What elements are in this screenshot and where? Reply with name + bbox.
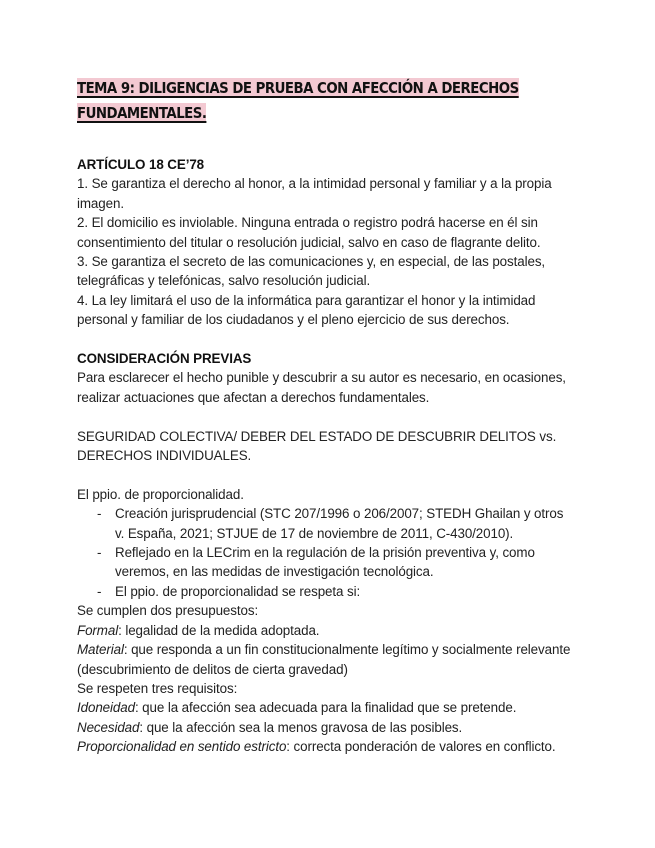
definition: : legalidad de la medida adoptada. [118,622,320,638]
requisito-proporcionalidad [77,737,585,756]
definition: : que responda a un fin constitucionalmente legítimo y socialmente relevante (descubrimiento de delitos de cierta gravedad) [77,642,571,677]
presupuesto-formal [77,621,585,640]
proporcionalidad-list [77,504,585,601]
list-item: - El ppio. de proporcionalidad se respeta si: [115,582,585,601]
term: Formal [77,622,119,638]
presupuestos-intro: Se cumplen dos presupuestos: [77,603,259,619]
term: Proporcionalidad en sentido estricto [77,739,287,755]
requisito-idoneidad [77,698,585,717]
list-item: - Creación jurisprudencial (STC 207/1996 o 206/2007; STEDH Ghailan y otros v. España, 2021; STJUE de 17 de noviembre de 2011, C-430/2010). [115,504,585,543]
requisitos-intro: Se respeten tres requisitos: [77,680,238,696]
article-item: 4. La ley limitará el uso de la informática para garantizar el honor y la intimidad personal y familiar de los ciudadanos y el pleno ejercicio de sus derechos. [77,292,536,328]
term: Material [77,642,124,658]
definition: : correcta ponderación de valores en conflicto. [286,739,556,755]
previas-text: Para esclarecer el hecho punible y descubrir a su autor es necesario, en ocasiones, realizar actuaciones que afectan a derechos fundamentales. [77,370,566,405]
article-item: 3. Se garantiza el secreto de las comunicaciones y, en especial, de las postales, telegráficas y telefónicas, salvo resolución judicial. [77,254,546,289]
requisito-necesidad [77,718,585,737]
title-highlight: TEMA 9: DILIGENCIAS DE PRUEBA CON AFECCIÓN A DERECHOS FUNDAMENTALES. [77,79,519,122]
previas-heading: CONSIDERACIÓN PREVIAS [77,351,252,367]
article-heading: ARTÍCULO 18 CE’78 [77,157,205,172]
term: Idoneidad [77,700,135,716]
term: Necesidad [77,719,140,735]
article-item: 2. El domicilio es inviolable. Ninguna entrada o registro podrá hacerse en él sin consentimiento del titular o resolución judicial, salvo en caso de flagrante delito. [77,215,541,250]
article-item: 1. Se garantiza el derecho al honor, a la intimidad personal y familiar y a la propia imagen. [77,176,552,211]
definition: : que la afección sea la menos gravosa de las posibles. [139,719,463,735]
presupuesto-material [77,640,585,679]
proporcionalidad-intro: El ppio. de proporcionalidad. [77,486,244,502]
definition: : que la afección sea adecuada para la finalidad que se pretende. [134,700,517,716]
seguridad-text: SEGURIDAD COLECTIVA/ DEBER DEL ESTADO DE DESCUBRIR DELITOS vs. DERECHOS INDIVIDUALES. [77,428,557,464]
page-title [77,76,584,126]
list-item: - Reflejado en la LECrim en la regulación de la prisión preventiva y, como veremos, en las medidas de investigación tecnológica. [115,543,585,582]
